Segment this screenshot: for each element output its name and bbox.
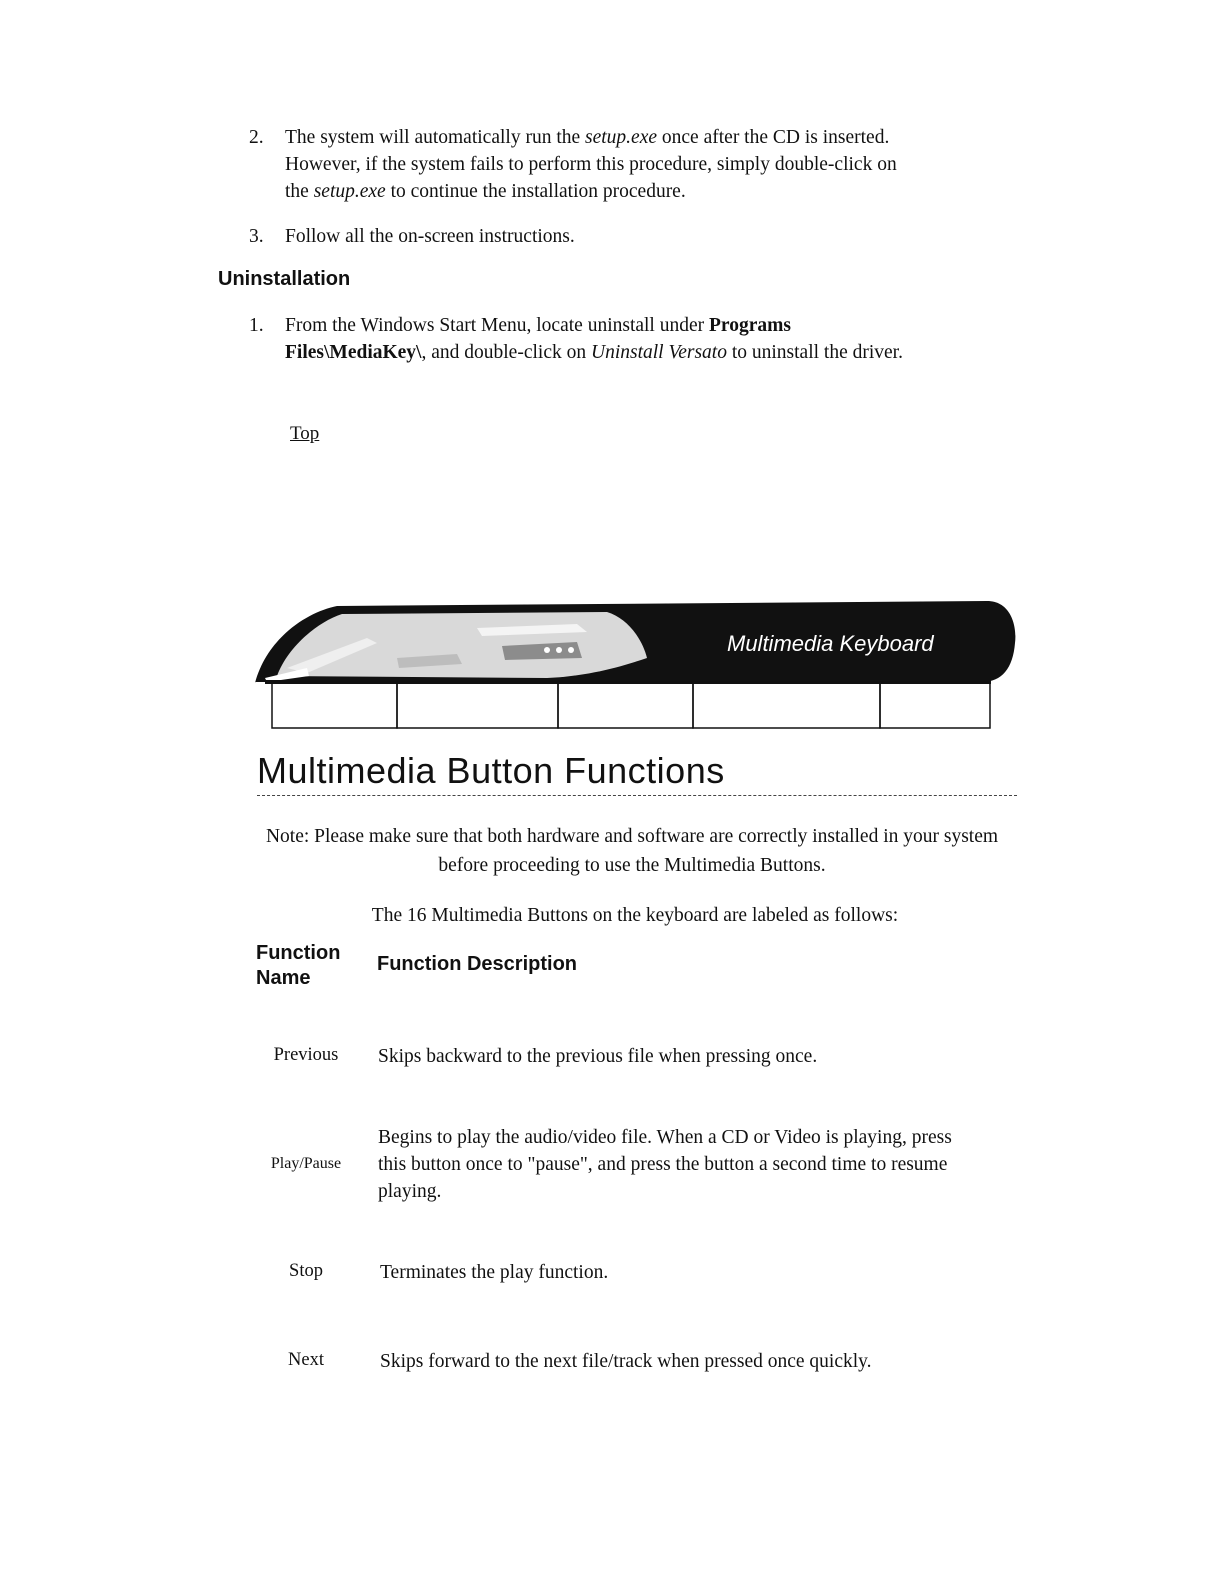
function-desc-previous: Skips backward to the previous file when pressing once. bbox=[378, 1046, 818, 1067]
note-line1: Please make sure that both hardware and software are correctly installed in your system bbox=[309, 826, 999, 847]
programs-path: Programs bbox=[709, 315, 791, 336]
keyboard-button-box bbox=[880, 682, 990, 728]
setup-exe-filename: setup.exe bbox=[313, 181, 386, 202]
column-header-function-description: Function Description bbox=[377, 953, 577, 975]
mediakey-path: Files\MediaKey\ bbox=[285, 342, 422, 363]
banner-title: Multimedia Keyboard bbox=[727, 631, 934, 656]
note-label: Note: bbox=[265, 826, 310, 847]
function-name-previous: Previous bbox=[273, 1045, 339, 1065]
keyboard-image bbox=[277, 612, 647, 678]
multimedia-keyboard-banner bbox=[247, 598, 1021, 730]
note-block bbox=[200, 822, 1064, 880]
function-name-play-pause: Play/Pause bbox=[270, 1155, 342, 1172]
uninstall-step-1 bbox=[0, 312, 1224, 368]
intro-text: The 16 Multimedia Buttons on the keyboard are labeled as follows: bbox=[371, 905, 899, 926]
title-underline bbox=[257, 795, 1017, 796]
keyboard-button-box bbox=[693, 682, 880, 728]
step-text: The system will automatically run the setup.exe once after the CD is inserted. However, if the system fails to perform this procedure, simply double-click on the setup.exe to continue the installation procedure. bbox=[285, 127, 897, 202]
uninstallation-heading: Uninstallation bbox=[218, 268, 351, 290]
keyboard-button-box bbox=[272, 682, 397, 728]
step-text: Follow all the on-screen instructions. bbox=[285, 226, 575, 247]
uninstall-versato-label: Uninstall Versato bbox=[590, 342, 727, 363]
function-name-next: Next bbox=[288, 1350, 324, 1370]
step-number: 1. bbox=[249, 315, 264, 336]
column-header-function-name: Function Name bbox=[256, 942, 341, 989]
function-desc-stop: Terminates the play function. bbox=[380, 1262, 609, 1283]
keyboard-button-box bbox=[558, 682, 693, 728]
function-desc-play-pause: Begins to play the audio/video file. When a CD or Video is playing, press this button once to "pause", and press the button a second time to resume playing. bbox=[378, 1127, 952, 1202]
note-line2: before proceeding to use the Multimedia Buttons. bbox=[438, 855, 826, 876]
top-link[interactable]: Top bbox=[290, 423, 320, 444]
step-number: 3. bbox=[249, 226, 264, 247]
step-number: 2. bbox=[249, 127, 264, 148]
keyboard-button-box bbox=[397, 682, 558, 728]
install-step-2 bbox=[0, 124, 1224, 209]
install-step-3 bbox=[0, 223, 1224, 253]
banner-graphic bbox=[247, 598, 1021, 730]
function-desc-next: Skips forward to the next file/track when pressed once quickly. bbox=[380, 1351, 872, 1372]
section-title: Multimedia Button Functions bbox=[257, 750, 725, 791]
step-text: From the Windows Start Menu, locate uninstall under Programs Files\MediaKey\, and double-click on Uninstall Versato to uninstall the driver. bbox=[285, 315, 903, 363]
setup-exe-filename: setup.exe bbox=[585, 127, 658, 148]
function-name-stop: Stop bbox=[289, 1261, 323, 1281]
